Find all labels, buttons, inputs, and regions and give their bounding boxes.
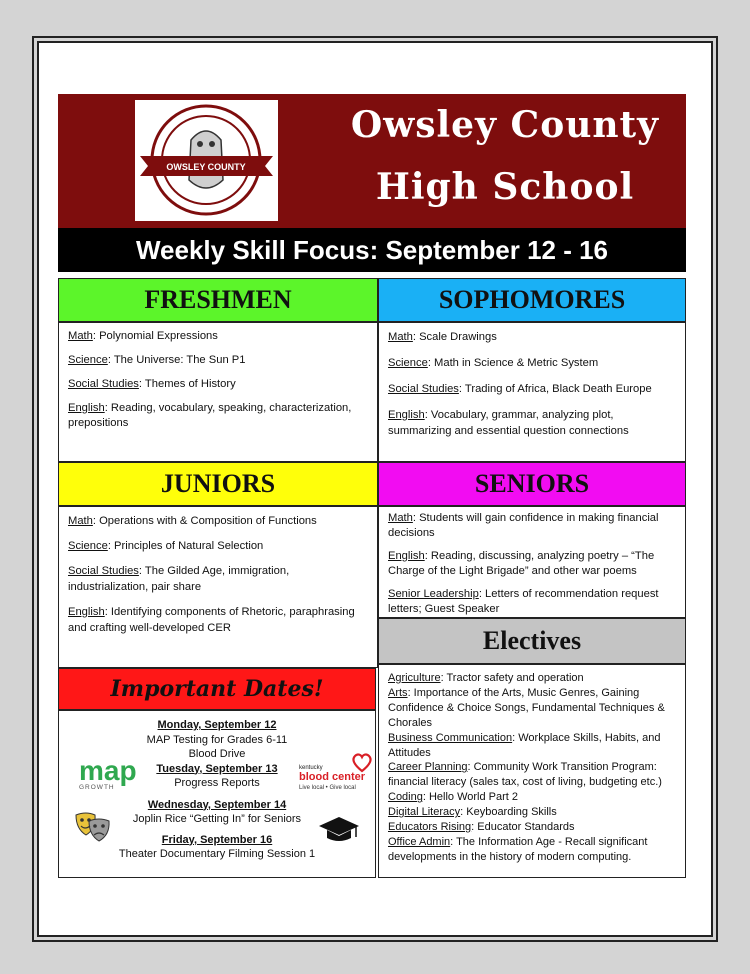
subject-label: Science [388,357,428,369]
list-item [68,563,368,595]
subject-text: : Polynomial Expressions [92,330,218,342]
sophomores-box [378,322,686,462]
date-tuesday: Tuesday, September 13 [156,762,278,775]
subject-text: : Importance of the Arts, Music Genres, Gaining Confidence & Choice Songs, Fundamental Techniques & Chorales [388,686,665,729]
subject-label: Math [388,331,413,343]
blood-logo-main: blood center [299,771,366,783]
list-item [68,513,368,529]
subject-label: Agriculture [388,672,441,684]
list-item [388,686,676,731]
subject-label: Social Studies [68,378,139,390]
subject-text: : Letters of recommendation request letters; Guest Speaker [388,588,659,615]
subject-text: : Principles of Natural Selection [107,540,264,552]
subject-text: : Hello World Part 2 [422,791,519,804]
subject-label: Career Planning [388,761,468,774]
graduation-cap-icon [317,815,361,845]
list-item [388,329,676,345]
list-item [388,731,676,761]
logo-name: OWSLEY COUNTY [166,162,246,172]
seniors-heading: SENIORS [378,462,686,506]
important-dates-heading: Important Dates! [58,668,376,710]
electives-box [378,664,686,878]
juniors-box [58,506,378,668]
heart-icon [351,753,373,773]
subject-text: : Themes of History [138,378,236,390]
event-text: Blood Drive [188,748,246,760]
list-item [388,671,676,686]
subject-label: Digital Literacy [388,806,461,819]
school-logo [135,100,278,221]
subject-text: : Tractor safety and operation [440,672,584,684]
list-item [68,329,368,344]
subject-text: : Scale Drawings [412,331,497,343]
subject-label: Arts [388,686,408,699]
subject-text: : Reading, discussing, analyzing poetry – “The Charge of the Light Brigade” and other war poems [388,550,655,577]
subject-text: : Math in Science & Metric System [427,357,599,369]
logo-emblem-icon [135,100,278,221]
subject-text: : Community Work Transition Program: financial literacy (sales tax, cost of living, budgeting etc.) [388,761,662,789]
subject-label: Math [68,515,93,527]
subject-label: English [388,550,425,562]
date-friday: Friday, September 16 [161,833,273,846]
event-text: Theater Documentary Filming Session 1 [118,848,316,860]
sophomores-heading: SOPHOMORES [378,278,686,322]
electives-heading: Electives [378,618,686,664]
map-logo-sub: GROWTH [79,784,115,791]
subject-label: Educators Rising [388,821,472,834]
list-item [388,587,676,617]
subject-label: Coding [388,791,423,804]
map-growth-logo [79,755,141,792]
list-item [388,805,676,820]
subject-label: English [68,606,105,618]
subject-label: Math [388,512,413,524]
subject-label: English [68,402,105,414]
event-text: Progress Reports [174,777,260,789]
subject-text: : The Information Age - Recall significant developments in the history of modern computing. [388,835,648,863]
subject-label: Social Studies [388,383,459,395]
subject-text: : Trading of Africa, Black Death Europe [458,383,652,395]
seniors-box [378,506,686,618]
school-name-line1: Owsley County [350,104,660,146]
list-item [388,511,676,541]
list-item [388,407,676,439]
list-item [388,790,676,805]
subject-text: : Identifying components of Rhetoric, paraphrasing and crafting well-developed CER [68,606,355,634]
list-item [388,355,676,371]
list-item [388,381,676,397]
subject-label: Business Communication [388,731,513,744]
date-monday: Monday, September 12 [157,719,277,731]
subject-text: : Vocabulary, grammar, analyzing plot, summarizing and essential question connections [388,409,629,437]
blood-center-logo [299,756,375,793]
list-item [68,538,368,554]
freshmen-box [58,322,378,462]
list-item [68,401,368,431]
list-item [388,760,676,790]
freshmen-heading: FRESHMEN [58,278,378,322]
list-item [68,353,368,368]
date-wednesday: Wednesday, September 14 [147,798,287,811]
list-item [388,835,676,865]
blood-logo-top: kentucky [299,765,323,771]
subject-text: : The Gilded Age, immigration, industrialization, pair share [68,565,290,593]
subject-text: : Reading, vocabulary, speaking, characterization, prepositions [68,402,352,429]
subject-text: : The Universe: The Sun P1 [107,354,246,366]
school-name-line2: High School [375,166,635,208]
important-dates-box [58,710,376,878]
blood-logo-tag: Live local • Give local [299,785,356,791]
subject-label: English [388,409,425,421]
subject-label: Office Admin [388,835,451,848]
subject-label: Science [68,354,108,366]
juniors-heading: JUNIORS [58,462,378,506]
map-logo-text: map [79,755,137,786]
list-item [388,820,676,835]
weekly-focus-title: Weekly Skill Focus: September 12 - 16 [58,228,686,272]
subject-text: : Workplace Skills, Habits, and Attitudes [388,731,661,759]
subject-label: Math [68,330,93,342]
subject-label: Social Studies [68,565,139,577]
subject-label: Senior Leadership [388,588,479,600]
list-item [388,549,676,579]
list-item [68,377,368,392]
event-text: MAP Testing for Grades 6-11 [146,733,288,746]
list-item [68,604,368,636]
subject-text: : Educator Standards [471,821,575,834]
subject-text: : Keyboarding Skills [460,806,557,819]
event-text: Joplin Rice “Getting In” for Seniors [132,813,302,825]
subject-text: : Students will gain confidence in making financial decisions [388,512,659,539]
subject-text: : Operations with & Composition of Functions [92,515,317,527]
subject-label: Science [68,540,108,552]
theater-masks-icon [73,811,113,847]
